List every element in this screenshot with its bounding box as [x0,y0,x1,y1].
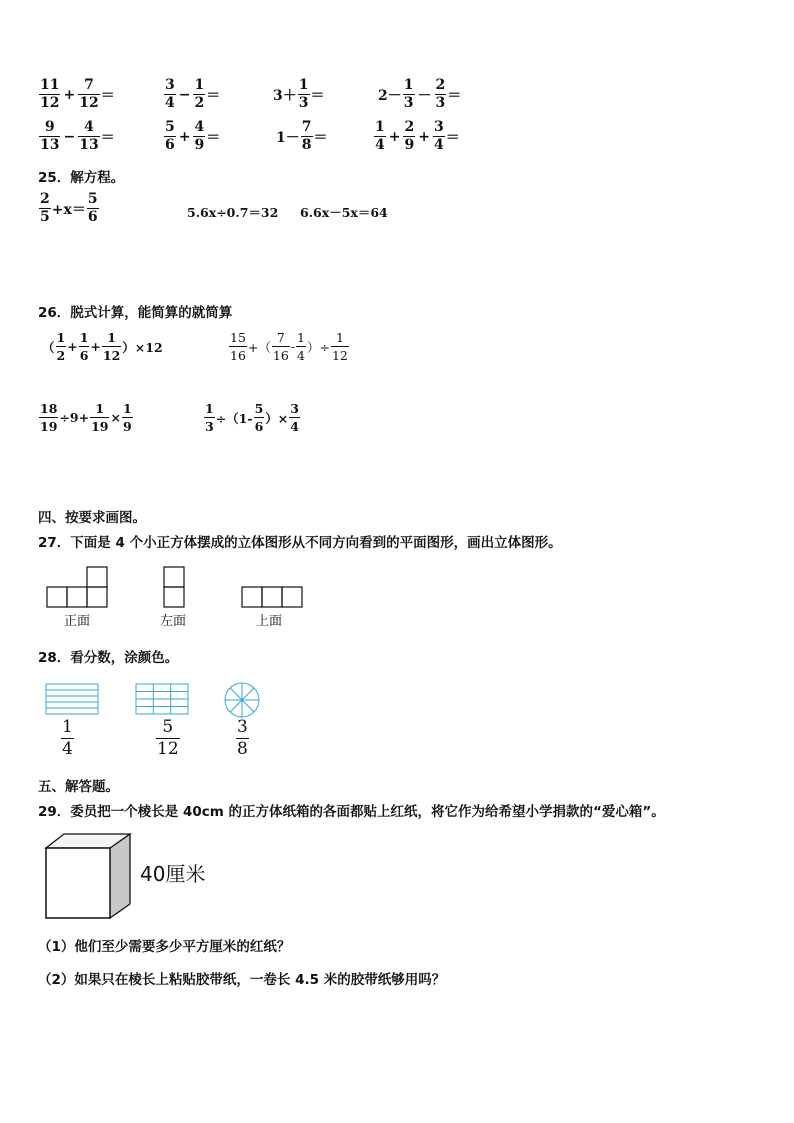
q29-subquestion-1: （1）他们至少需要多少平方厘米的红纸？ [38,939,291,955]
exercise-2-3: 1－ $\frac{7}{8}$ ＝ [276,119,328,153]
q29-title: 29．委员把一个棱长是 40cm 的正方体纸箱的各面都贴上红纸，将它作为给希望小学捐款的“爱心箱”。 [38,804,665,820]
q26-expression-3: $\frac{18}{19}$ ÷9+ $\frac{1}{19}$ × $\frac{1}{9}$ [40,401,132,434]
left-view-diagram [162,565,188,609]
exercise-1-3: 3＋ $\frac{1}{3}$ ＝ [273,77,325,111]
q26-expression-1: （ $\frac{1}{2}$ + $\frac{1}{6}$ + $\frac{1}{12}$ ）×12 [42,330,163,363]
q25-equation-3: 6.6x－5x＝64 [300,205,388,220]
q26-title: 26．脱式计算，能简算的就简算 [38,305,233,321]
section-4-heading: 四、按要求画图。 [38,510,146,526]
q25-equation-2: 5.6x÷0.7＝32 [187,205,279,220]
exercise-2-4: $\frac{1}{4}$ + $\frac{2}{9}$ + $\frac{3}{4}$ ＝ [375,119,460,153]
q27-title: 27．下面是 4 个小正方体摆成的立体图形从不同方向看到的平面图形，画出立体图形。 [38,535,562,551]
left-view-label: 左面 [160,614,187,629]
top-view-label: 上面 [256,614,283,629]
front-view-label: 正面 [64,614,91,629]
cube-diagram [44,832,140,922]
fraction-label-3: $\frac{3}{8}$ [237,717,248,759]
q25-equation-1: $\frac{2}{5}$ +x＝ $\frac{5}{6}$ [40,191,98,225]
q26-expression-2: $\frac{15}{16}$ +（ $\frac{7}{16}$ - $\frac{1}{4}$ ）÷ $\frac{1}{12}$ [230,330,348,363]
fraction-label-2: $\frac{5}{12}$ [157,717,179,759]
exercise-2-1: $\frac{9}{13}$ − $\frac{4}{13}$ ＝ [40,119,115,153]
exercise-1-2: $\frac{3}{4}$ − $\frac{1}{2}$ ＝ [165,77,221,111]
top-view-diagram [240,585,304,609]
q29-subquestion-2: （2）如果只在棱长上粘贴胶带纸，一卷长 4.5 米的胶带纸够用吗？ [38,972,446,988]
exercise-1-1: $\frac{11}{12}$ + $\frac{7}{12}$ ＝ [40,77,115,111]
q28-title: 28．看分数，涂颜色。 [38,650,179,666]
section-5-heading: 五、解答题。 [38,779,119,795]
front-view-diagram [46,565,116,609]
grid-rectangle-twelfths [134,682,190,716]
q26-expression-4: $\frac{1}{3}$ ÷（1- $\frac{5}{6}$ ）× $\frac{3}{4}$ [205,401,299,434]
circle-eighths [222,680,262,720]
q25-title: 25．解方程。 [38,170,125,186]
exercise-2-2: $\frac{5}{6}$ + $\frac{4}{9}$ ＝ [165,119,221,153]
cube-edge-label: 40厘米 [140,862,206,886]
exercise-1-4: 2－ $\frac{1}{3}$ － $\frac{2}{3}$ ＝ [378,77,462,111]
striped-rectangle-quarters [44,682,100,716]
fraction-label-1: $\frac{1}{4}$ [62,717,73,759]
